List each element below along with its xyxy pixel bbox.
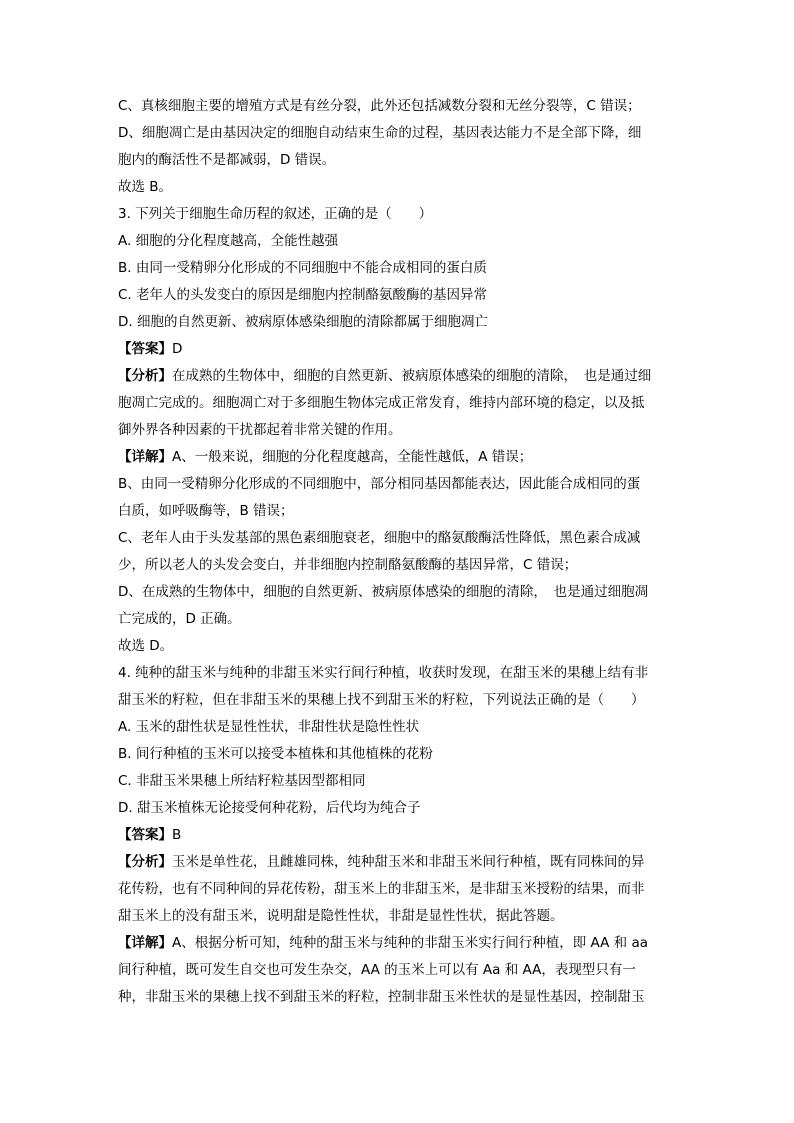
line-text: D、细胞凋亡是由基因决定的细胞自动结束生命的过程，基因表达能力不是全部下降，细 xyxy=(118,125,642,141)
text-line xyxy=(118,741,688,768)
text-line xyxy=(118,579,688,606)
line-text: 故选 B。 xyxy=(118,179,173,195)
line-text: 白质，如呼吸酶等，B 错误； xyxy=(118,503,294,519)
text-line xyxy=(118,282,688,309)
line-text: 间行种植，既可发生自交也可发生杂交，AA 的玉米上可以有 Aa 和 AA，表现型只有一 xyxy=(118,962,636,978)
text-line xyxy=(118,876,688,903)
line-text: 甜玉米的籽粒，但在非甜玉米的果穗上找不到甜玉米的籽粒，下列说法正确的是（ ） xyxy=(118,692,645,708)
line-text: D. 甜玉米植株无论接受何种花粉，后代均为纯合子 xyxy=(118,800,421,816)
section-label: 【详解】 xyxy=(118,935,172,951)
text-line xyxy=(118,444,688,471)
line-text: 胞内的酶活性不是都减弱，D 错误。 xyxy=(118,152,336,168)
section-label: 【答案】 xyxy=(118,341,172,357)
line-text: 甜玉米上的没有甜玉米，说明甜是隐性性状，非甜是显性性状，据此答题。 xyxy=(118,908,564,924)
text-line xyxy=(118,174,688,201)
line-text: C. 老年人的头发变白的原因是细胞内控制酪氨酸酶的基因异常 xyxy=(118,287,488,303)
text-line xyxy=(118,255,688,282)
text-line xyxy=(118,768,688,795)
text-line xyxy=(118,714,688,741)
text-line xyxy=(118,201,688,228)
text-line xyxy=(118,984,688,1011)
line-text: 4. 纯种的甜玉米与纯种的非甜玉米实行间行种植，收获时发现，在甜玉米的果穗上结有非 xyxy=(118,665,649,681)
line-text: 种，非甜玉米的果穗上找不到甜玉米的籽粒，控制非甜玉米性状的是显性基因，控制甜玉 xyxy=(118,989,645,1005)
line-text: 故选 D。 xyxy=(118,638,174,654)
text-line xyxy=(118,687,688,714)
text-line xyxy=(118,795,688,822)
section-label: 【详解】 xyxy=(118,449,172,465)
line-text: 3. 下列关于细胞生命历程的叙述，正确的是（ ） xyxy=(118,206,433,222)
text-line xyxy=(118,903,688,930)
document-body xyxy=(118,93,688,1011)
line-text: A. 玉米的甜性状是显性性状，非甜性状是隐性性状 xyxy=(118,719,420,735)
line-text: 少，所以老人的头发会变白，并非细胞内控制酪氨酸酶的基因异常，C 错误； xyxy=(118,557,578,573)
line-text: 亡完成的，D 正确。 xyxy=(118,611,241,627)
line-text: D xyxy=(172,341,183,357)
text-line xyxy=(118,417,688,444)
text-line xyxy=(118,471,688,498)
text-line xyxy=(118,147,688,174)
line-text: D、在成熟的生物体中，细胞的自然更新、被病原体感染的细胞的清除， 也是通过细胞凋 xyxy=(118,584,649,600)
text-line xyxy=(118,606,688,633)
line-text: 花传粉，也有不同种间的异花传粉，甜玉米上的非甜玉米，是非甜玉米授粉的结果，而非 xyxy=(118,881,645,897)
line-text: B. 间行种植的玉米可以接受本植株和其他植株的花粉 xyxy=(118,746,433,762)
text-line xyxy=(118,633,688,660)
line-text: A. 细胞的分化程度越高，全能性越强 xyxy=(118,233,339,249)
line-text: B xyxy=(172,827,182,843)
line-text: 胞凋亡完成的。细胞凋亡对于多细胞生物体完成正常发育，维持内部环境的稳定，以及抵 xyxy=(118,395,645,411)
text-line xyxy=(118,525,688,552)
text-line xyxy=(118,498,688,525)
text-line xyxy=(118,660,688,687)
line-text: D. 细胞的自然更新、被病原体感染细胞的清除都属于细胞凋亡 xyxy=(118,314,488,330)
section-label: 【答案】 xyxy=(118,827,172,843)
text-line xyxy=(118,120,688,147)
line-text: C、老年人由于头发基部的黑色素细胞衰老，细胞中的酪氨酸酶活性降低，黑色素合成减 xyxy=(118,530,641,546)
line-text: C. 非甜玉米果穗上所结籽粒基因型都相同 xyxy=(118,773,366,789)
section-label: 【分析】 xyxy=(118,854,172,870)
text-line xyxy=(118,849,688,876)
line-text: A、一般来说，细胞的分化程度越高，全能性越低，A 错误； xyxy=(172,449,533,465)
text-line xyxy=(118,957,688,984)
text-line xyxy=(118,822,688,849)
line-text: B、由同一受精卵分化形成的不同细胞中，部分相同基因都能表达，因此能合成相同的蛋 xyxy=(118,476,641,492)
text-line xyxy=(118,930,688,957)
section-label: 【分析】 xyxy=(118,368,172,384)
text-line xyxy=(118,93,688,120)
text-line xyxy=(118,309,688,336)
text-line xyxy=(118,363,688,390)
line-text: A、根据分析可知，纯种的甜玉米与纯种的非甜玉米实行间行种植，即 AA 和 aa xyxy=(172,935,648,951)
line-text: 在成熟的生物体中，细胞的自然更新、被病原体感染的细胞的清除， 也是通过细 xyxy=(172,368,652,384)
text-line xyxy=(118,336,688,363)
text-line xyxy=(118,390,688,417)
line-text: B. 由同一受精卵分化形成的不同细胞中不能合成相同的蛋白质 xyxy=(118,260,487,276)
line-text: C、真核细胞主要的增殖方式是有丝分裂，此外还包括减数分裂和无丝分裂等，C 错误； xyxy=(118,98,641,114)
line-text: 玉米是单性花，且雌雄同株，纯种甜玉米和非甜玉米间行种植，既有同株间的异 xyxy=(172,854,645,870)
line-text: 御外界各种因素的干扰都起着非常关键的作用。 xyxy=(118,422,402,438)
text-line xyxy=(118,228,688,255)
text-line xyxy=(118,552,688,579)
